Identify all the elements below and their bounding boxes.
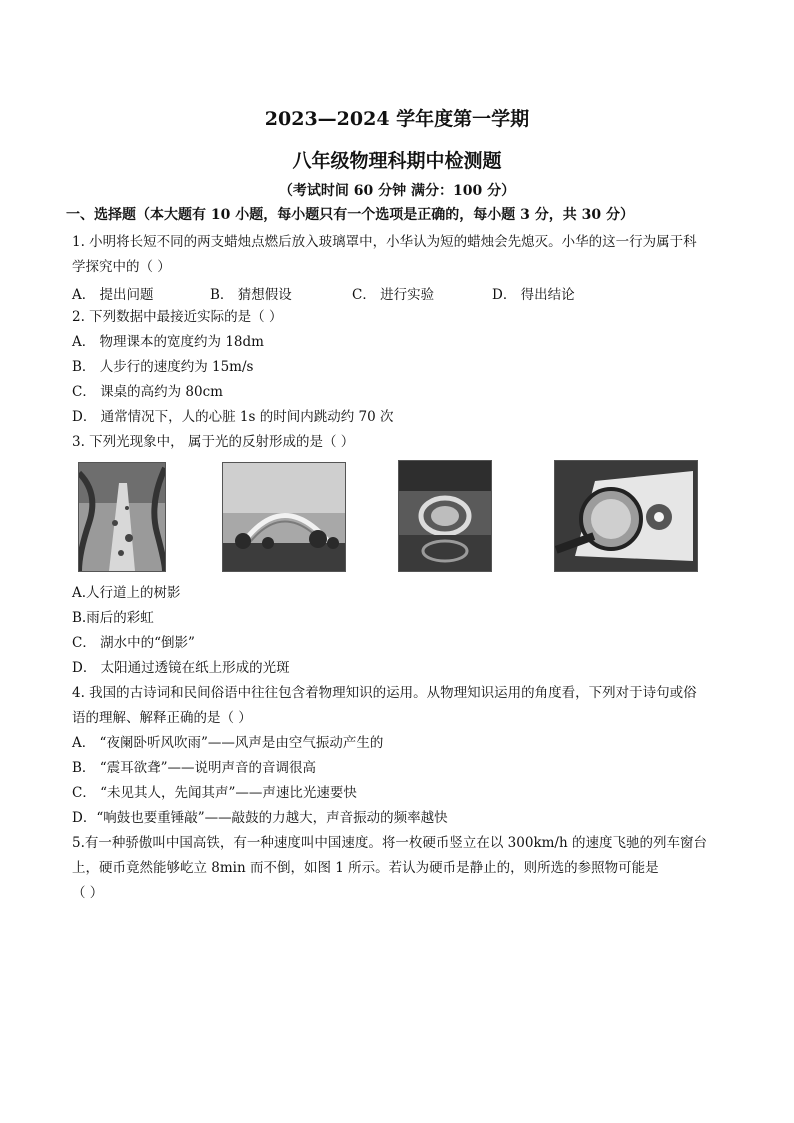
school-year-title: 2023—2024 学年度第一学期 [264, 108, 530, 130]
q4-option-a: A． “夜阑卧听风吹雨”——风声是由空气振动产生的 [72, 735, 384, 751]
photo-lens-light-spot [554, 460, 698, 572]
section-heading: 一、选择题（本大题有 10 小题，每小题只有一个选项是正确的，每小题 3 分，共 30 分） [66, 207, 634, 223]
photo-rainbow [222, 462, 346, 572]
q4-option-c: C． “未见其人，先闻其声”——声速比光速要快 [72, 785, 357, 801]
exam-info: （考试时间 60 分钟 满分：100 分） [278, 183, 516, 199]
q3-stem: 3. 下列光现象中， 属于光的反射形成的是（ ） [72, 434, 355, 450]
q5-stem-line1: 5.有一种骄傲叫中国高铁，有一种速度叫中国速度。将一枚硬币竖立在以 300km/h 的速度飞驰的列车窗台 [72, 835, 707, 851]
q4-option-d: D．“响鼓也要重锤敲”——敲鼓的力越大，声音振动的频率越快 [72, 810, 448, 826]
q5-stem-line2: 上，硬币竟然能够屹立 8min 而不倒，如图 1 所示。若认为硬币是静止的，则所选的参照物可能是 [72, 860, 659, 876]
q1-stem-line1: 1. 小明将长短不同的两支蜡烛点燃后放入玻璃罩中，小华认为短的蜡烛会先熄灭。小华的这一行为属于科 [72, 234, 697, 250]
q1-stem-line2: 学探究中的（ ） [72, 259, 171, 275]
q2-stem: 2. 下列数据中最接近实际的是（ ） [72, 309, 283, 325]
q3-option-d: D． 太阳通过透镜在纸上形成的光斑 [72, 660, 290, 676]
q1-option-d: D． 得出结论 [492, 287, 575, 303]
q2-option-d: D． 通常情况下，人的心脏 1s 的时间内跳动约 70 次 [72, 409, 394, 425]
q4-option-b: B． “震耳欲聋”——说明声音的音调很高 [72, 760, 317, 776]
q1-option-b: B． 猜想假设 [210, 287, 292, 303]
q3-option-c: C． 湖水中的“倒影” [72, 635, 195, 651]
q4-stem-line1: 4. 我国的古诗词和民间俗语中往往包含着物理知识的运用。从物理知识运用的角度看，下列对于诗句或俗 [72, 685, 697, 701]
q5-stem-line3: （ ） [72, 885, 104, 901]
photo-lake-reflection [398, 460, 492, 572]
q2-option-b: B． 人步行的速度约为 15m/s [72, 359, 254, 375]
q1-option-c: C． 进行实验 [352, 287, 435, 303]
q2-option-a: A． 物理课本的宽度约为 18dm [72, 334, 264, 350]
q3-option-b: B.雨后的彩虹 [72, 610, 154, 626]
q3-option-a: A.人行道上的树影 [72, 585, 181, 601]
exam-title: 八年级物理科期中检测题 [292, 150, 502, 172]
q4-stem-line2: 语的理解、解释正确的是（ ） [72, 710, 252, 726]
photo-tree-shadow [78, 462, 166, 572]
q2-option-c: C． 课桌的高约为 80cm [72, 384, 223, 400]
q1-option-a: A． 提出问题 [72, 287, 154, 303]
